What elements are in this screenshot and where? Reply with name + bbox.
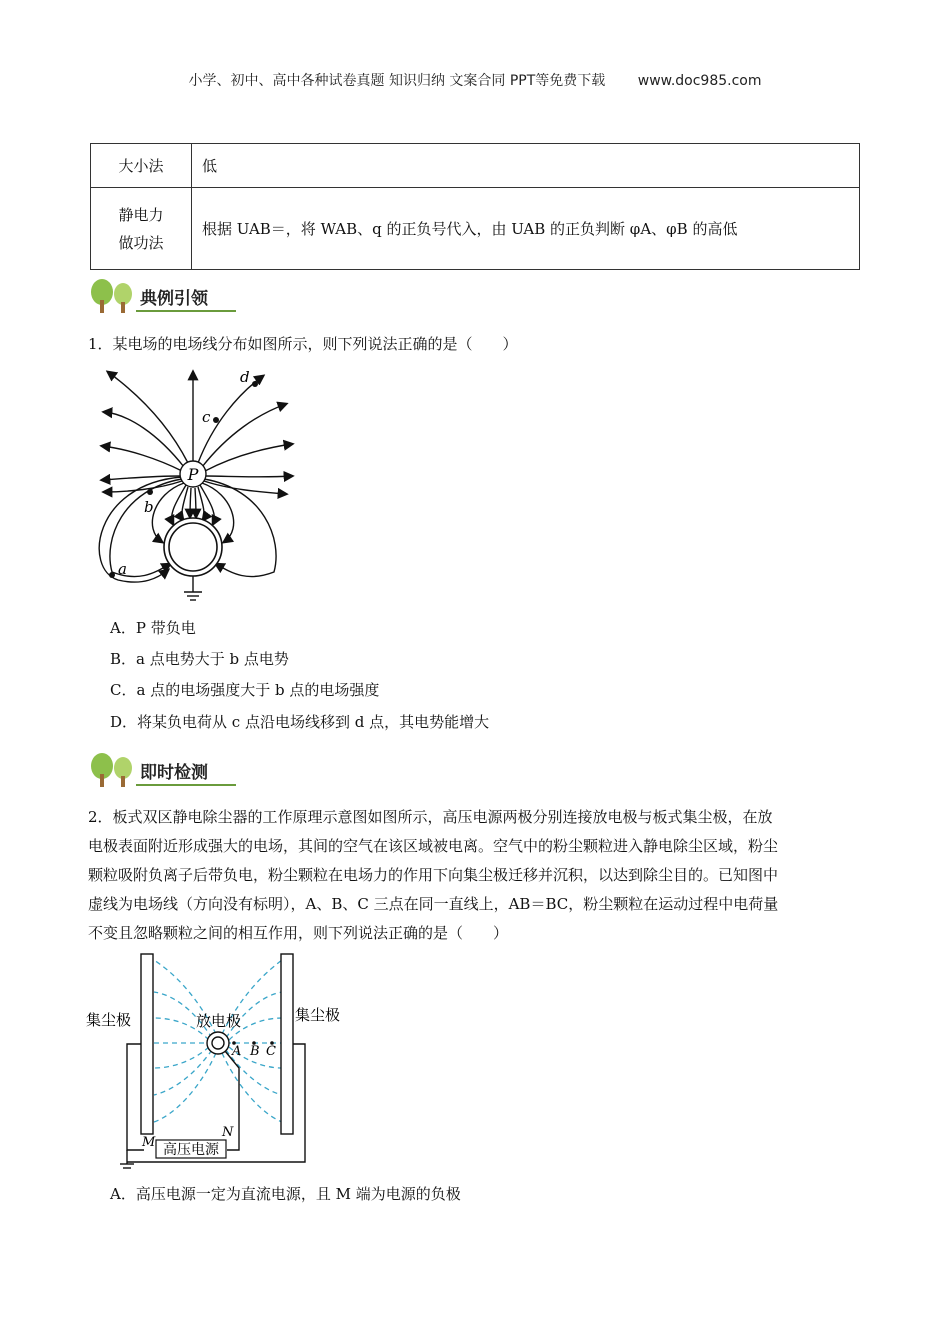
section-check: [88, 752, 238, 790]
label-a: a: [118, 560, 127, 578]
table-value: 低: [192, 144, 860, 188]
table-key: [91, 188, 192, 270]
label-power: 高压电源: [163, 1142, 219, 1158]
table-value: 根据 UAB＝，将 WAB、q 的正负号代入，由 UAB 的正负判断 φA、φB 的高低: [192, 188, 860, 270]
label-left-plate: 集尘极: [86, 1011, 132, 1029]
stem-line: 2．板式双区静电除尘器的工作原理示意图如图所示，高压电源两极分别连接放电极与板式集尘极，在放: [88, 808, 773, 826]
field-line-figure: [98, 364, 298, 609]
q1-option-d[interactable]: D．将某负电荷从 c 点沿电场线移到 d 点，其电势能增大: [110, 713, 490, 731]
label-electrode: 放电极: [196, 1012, 242, 1030]
method-table: [90, 143, 860, 270]
section-title: 即时检测: [140, 763, 208, 783]
label-A: A: [232, 1044, 242, 1059]
section-title: 典例引领: [140, 289, 208, 309]
label-b: b: [144, 498, 154, 516]
page-header: [0, 70, 950, 90]
table-key-line: 做功法: [118, 233, 164, 252]
q1-option-b[interactable]: B．a 点电势大于 b 点电势: [110, 650, 289, 668]
stem-line: 颗粒吸附负离子后带负电，粉尘颗粒在电场力的作用下向集尘极迁移并沉积，以达到除尘目的。已知图中: [88, 866, 779, 884]
stem-line: 虚线为电场线（方向没有标明），A、B、C 三点在同一直线上，AB＝BC，粉尘颗粒在运动过程中电荷量: [88, 895, 779, 913]
section-underline: [136, 310, 236, 312]
label-B: B: [250, 1044, 260, 1059]
table-key: 大小法: [91, 144, 192, 188]
label-C: C: [266, 1044, 276, 1059]
header-url[interactable]: www.doc985.com: [637, 73, 762, 89]
q1-option-c[interactable]: C．a 点的电场强度大于 b 点的电场强度: [110, 681, 380, 699]
label-d: d: [240, 368, 250, 386]
label-M: M: [142, 1135, 156, 1150]
stem-line: 电极表面附近形成强大的电场，其间的空气在该区域被电离。空气中的粉尘颗粒进入静电除尘区域，粉尘: [88, 837, 779, 855]
label-P: P: [187, 465, 199, 484]
label-c: c: [202, 408, 211, 426]
table-key-line: 静电力: [118, 205, 164, 224]
tree-icon: [88, 752, 136, 788]
header-text: 小学、初中、高中各种试卷真题 知识归纳 文案合同 PPT等免费下载: [188, 73, 606, 89]
question-2-stem: [88, 803, 863, 948]
label-N: N: [222, 1125, 234, 1140]
stem-line: 不变且忽略颗粒之间的相互作用，则下列说法正确的是（ ）: [88, 924, 509, 942]
section-example: [88, 278, 238, 316]
q1-option-a[interactable]: A．P 带负电: [110, 619, 196, 637]
dust-collector-figure: [84, 950, 354, 1172]
question-1-stem: 1．某电场的电场线分布如图所示，则下列说法正确的是（ ）: [88, 335, 518, 353]
tree-icon: [88, 278, 136, 314]
section-underline: [136, 784, 236, 786]
label-right-plate: 集尘极: [295, 1006, 341, 1024]
q2-option-a[interactable]: A．高压电源一定为直流电源，且 M 端为电源的负极: [110, 1185, 461, 1203]
